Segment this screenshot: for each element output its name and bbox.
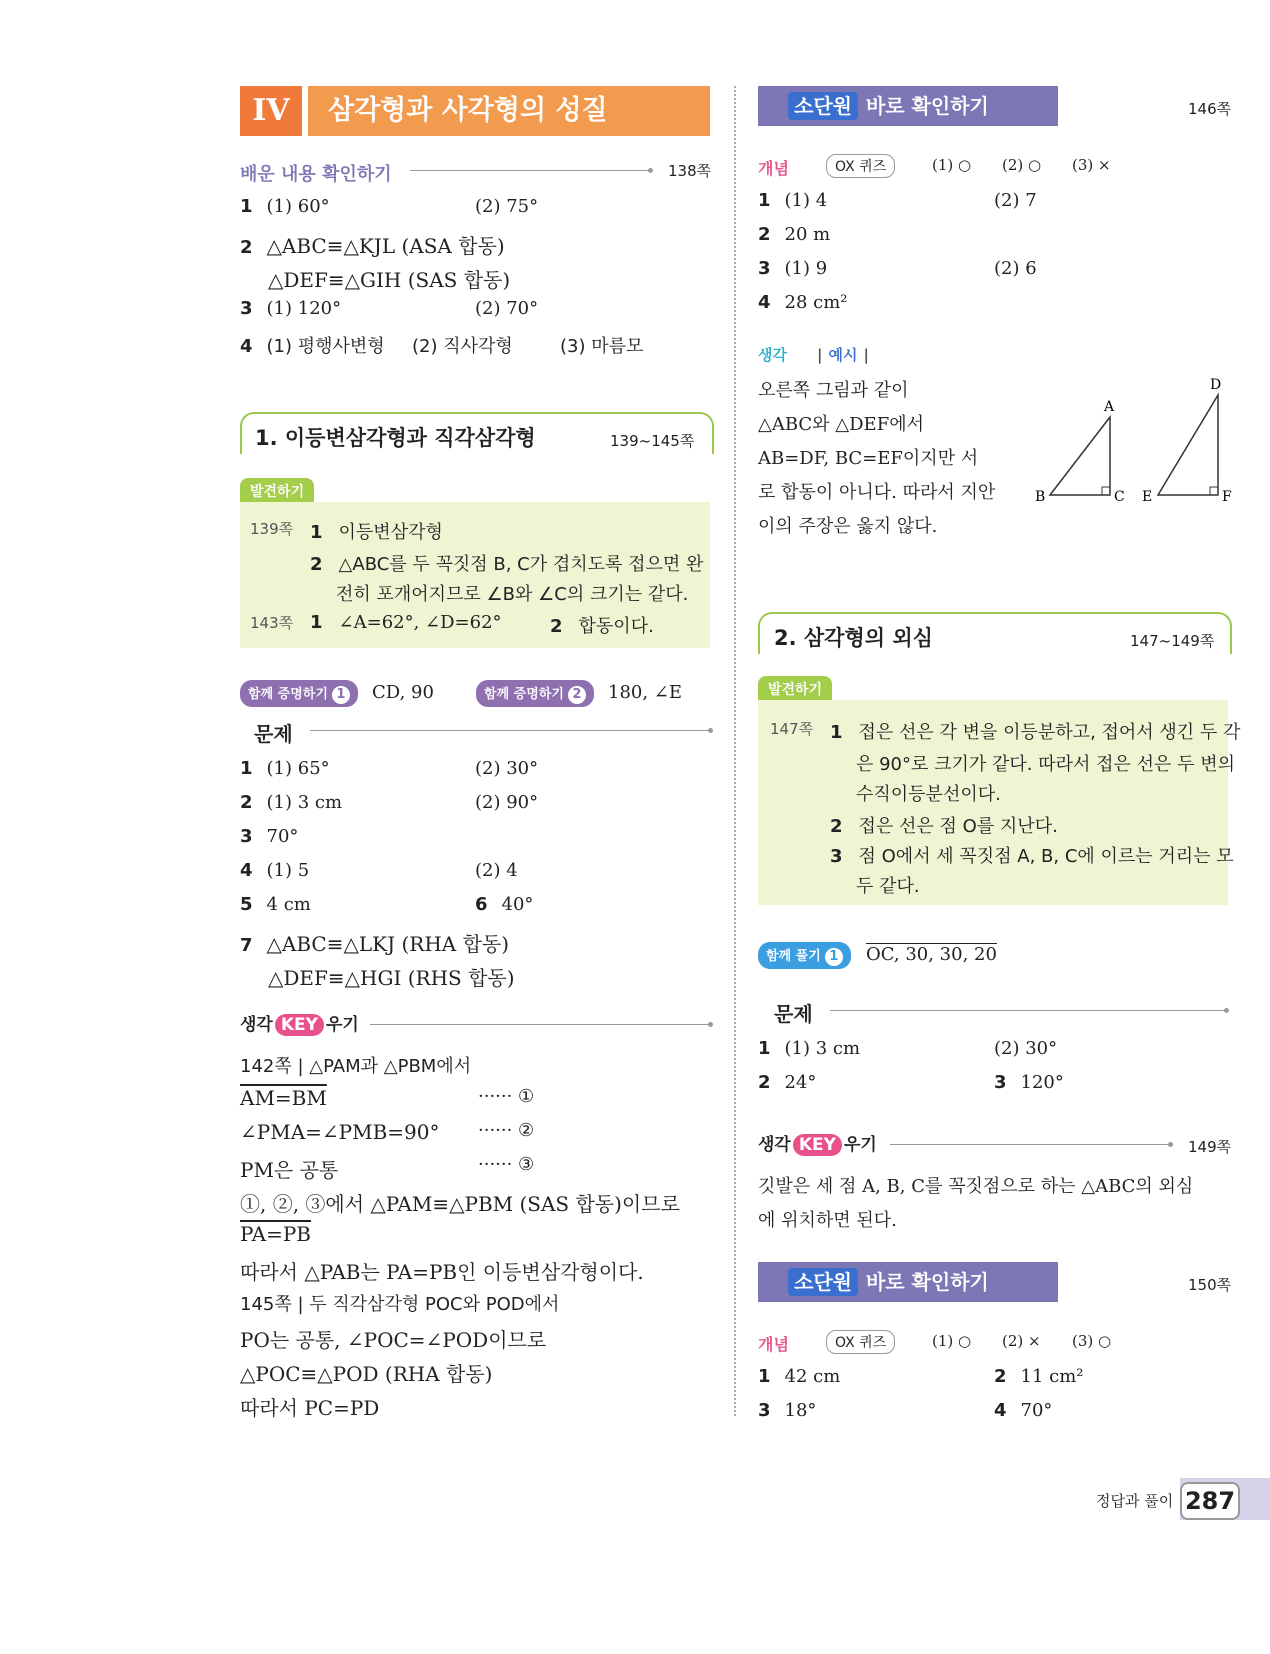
unit1-banner: 소단원 바로 확인하기 (758, 86, 1058, 126)
page-number: 287 (1180, 1482, 1240, 1520)
unit2-banner: 소단원 바로 확인하기 (758, 1262, 1058, 1302)
review-item-2: 2 △ABC≡△KJL (ASA 합동) (240, 234, 505, 258)
review-page: 138쪽 (668, 162, 712, 180)
column-divider (734, 86, 736, 1416)
proof-pill-1: 함께 증명하기 1 (240, 680, 358, 707)
svg-text:E: E (1142, 489, 1153, 505)
discover-tab: 발견하기 (240, 478, 314, 504)
section2-title: 2. 삼각형의 외심 (774, 626, 933, 650)
review-item-3: 3 (1) 120° (240, 298, 342, 319)
problem-heading-2: 문제 (774, 1002, 813, 1026)
review-item-1: 1 (1) 60° (240, 196, 330, 217)
chapter-title: 삼각형과 사각형의 성질 (308, 86, 710, 136)
review-title: 배운 내용 확인하기 (240, 164, 392, 185)
footer-label: 정답과 풀이 (1096, 1492, 1174, 1510)
key-heading-2: 생각 KEY 우기 (758, 1135, 877, 1155)
discover-tab-2: 발견하기 (758, 676, 832, 702)
solve-pill-1: 함께 풀기 1 (758, 942, 851, 969)
triangles-figure (1030, 375, 1230, 505)
proof-pill-2: 함께 증명하기 2 (476, 680, 594, 707)
key-heading: 생각 KEY 우기 (240, 1015, 359, 1035)
chapter-numeral: IV (240, 86, 302, 136)
problem-heading: 문제 (254, 722, 293, 746)
ox-quiz-badge-2: OX 퀴즈 (826, 1330, 895, 1354)
svg-text:F: F (1222, 489, 1232, 505)
ox-quiz-badge: OX 퀴즈 (826, 154, 895, 178)
section1-title: 1. 이등변삼각형과 직각삼각형 (255, 426, 536, 450)
review-item-4: 4 (1) 평행사변형 (240, 336, 385, 357)
svg-text:A: A (1104, 399, 1115, 415)
svg-text:D: D (1210, 377, 1222, 393)
svg-text:C: C (1114, 489, 1125, 505)
svg-text:B: B (1035, 489, 1046, 505)
